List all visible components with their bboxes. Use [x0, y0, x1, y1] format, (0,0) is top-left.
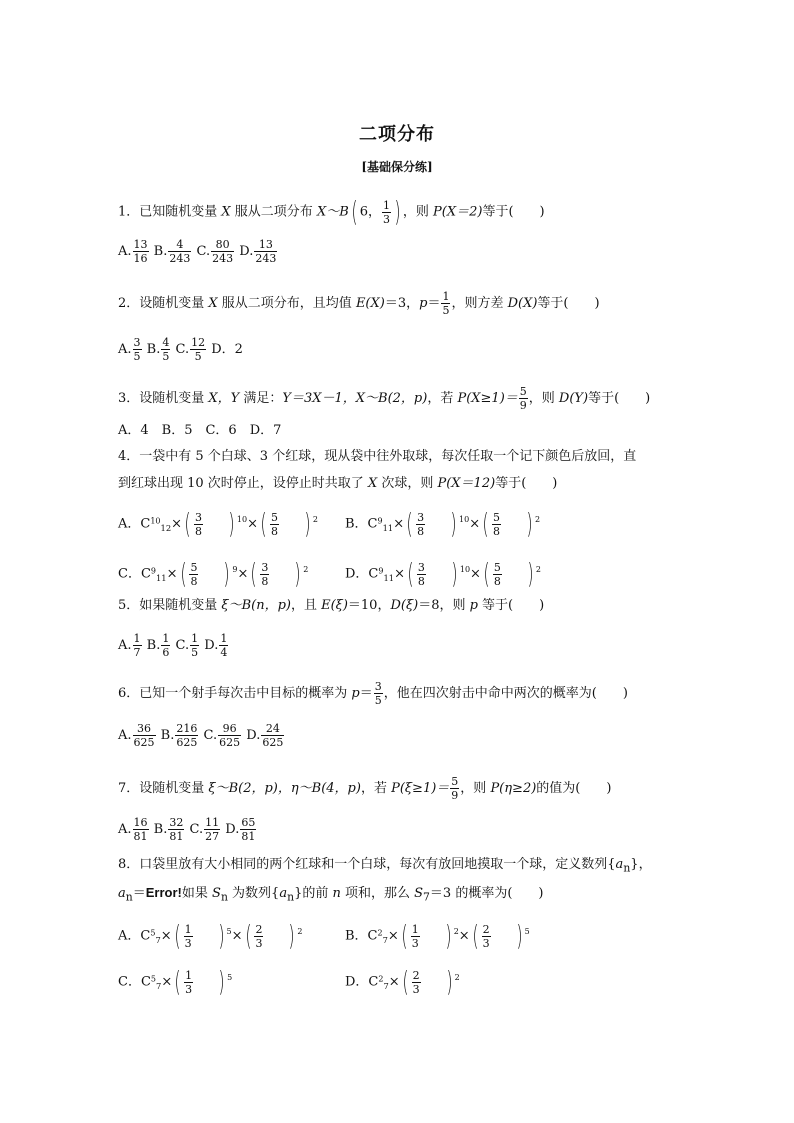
question-4-line-1: 4．一袋中有 5 个白球、3 个红球，现从袋中往外取球，每次任取一个记下颜色后放回，直	[118, 449, 637, 464]
options-1: A. $\frac{13}{16}$ B. $\frac{4}{243}$ C. $\frac{80}{243}$ D. $\frac{13}{243}$	[118, 238, 277, 265]
option-8a: A．$C^5_7\times$( $\frac{1}{3}$ ) $^5$×( $\frac{2}{3}$ ) $^2$	[118, 919, 303, 952]
options-5: A. $\frac{1}{7}$ B. $\frac{1}{6}$ C. $\frac{1}{5}$ D. $\frac{1}{4}$	[118, 632, 228, 659]
question-4-line-2: 到红球出现 10 次时停止，设停止时共取了 X 次球，则 P(X＝12)等于( )	[118, 476, 558, 491]
options-6: A. $\frac{36}{625}$ B. $\frac{216}{625}$ C. $\frac{96}{625}$ D. $\frac{24}{625}$	[118, 722, 284, 749]
question-2: 2．设随机变量 X 服从二项分布，且均值 E(X)＝3，p＝ $\frac{1}{5}$ ，则方差 D(X)等于( )	[118, 290, 600, 317]
option-8d: D．$C^2_7\times$( $\frac{2}{3}$ ) $^2$	[345, 965, 460, 998]
option-4a: A．$C^{10}_{12}\times$( $\frac{3}{8}$ ) $^{10}$×( $\frac{5}{8}$ ) $^2$	[118, 507, 318, 540]
page-title: 二项分布	[359, 124, 435, 145]
options-3: A．4 B．5 C．6 D．7	[118, 423, 282, 438]
question-8-line-1: 8．口袋里放有大小相同的两个红球和一个白球，每次有放回地摸取一个球，定义数列$\{a_n\}$，	[118, 857, 652, 875]
option-8b: B．$C^2_7\times$( $\frac{1}{3}$ ) $^2$×( $\frac{2}{3}$ ) $^5$	[345, 919, 530, 952]
section-subtitle: [基础保分练]	[361, 160, 433, 174]
options-7: A. $\frac{16}{81}$ B. $\frac{32}{81}$ C. $\frac{11}{27}$ D. $\frac{65}{81}$	[118, 816, 256, 843]
question-8-line-2: $a_n=Error$!如果 $S_n$ 为数列$\{a_n\}$的前 n 项和，那么 $S_7=3$ 的概率为( )	[118, 885, 544, 904]
option-4d: D．$C^9_{11}\times$( $\frac{3}{8}$ ) $^{10}$×( $\frac{5}{8}$ ) $^2$	[345, 557, 541, 590]
question-1: 1．已知随机变量 X 服从二项分布 X～B( 6， $\frac{1}{3}$ ) ，则 P(X＝2)等于( )	[118, 195, 545, 228]
question-6: 6．已知一个射手每次击中目标的概率为 p＝ $\frac{3}{5}$ ，他在四次射击中命中两次的概率为( )	[118, 680, 628, 707]
question-7: 7．设随机变量 ξ～B(2，p)，η～B(4，p)，若 P(ξ≥1)＝ $\frac{5}{9}$ ，则 P(η≥2)的值为( )	[118, 775, 612, 802]
question-3: 3．设随机变量 X，Y 满足：Y＝3X－1，X～B(2，p)，若 P(X≥1)＝ $\frac{5}{9}$ ，则 D(Y)等于( )	[118, 385, 651, 412]
option-4b: B．$C^9_{11}\times$( $\frac{3}{8}$ ) $^{10}$×( $\frac{5}{8}$ ) $^2$	[345, 507, 541, 540]
question-5: 5．如果随机变量 ξ～B(n，p)，且 E(ξ)＝10，D(ξ)＝8，则 p 等于( )	[118, 598, 545, 613]
option-4c: C．$C^9_{11}\times$( $\frac{5}{8}$ ) $^9$×( $\frac{3}{8}$ ) $^2$	[118, 557, 309, 590]
options-2: A. $\frac{3}{5}$ B. $\frac{4}{5}$ C. $\frac{12}{5}$ D．2	[118, 336, 243, 363]
option-8c: C．$C^5_7\times$( $\frac{1}{3}$ ) $^5$	[118, 965, 233, 998]
